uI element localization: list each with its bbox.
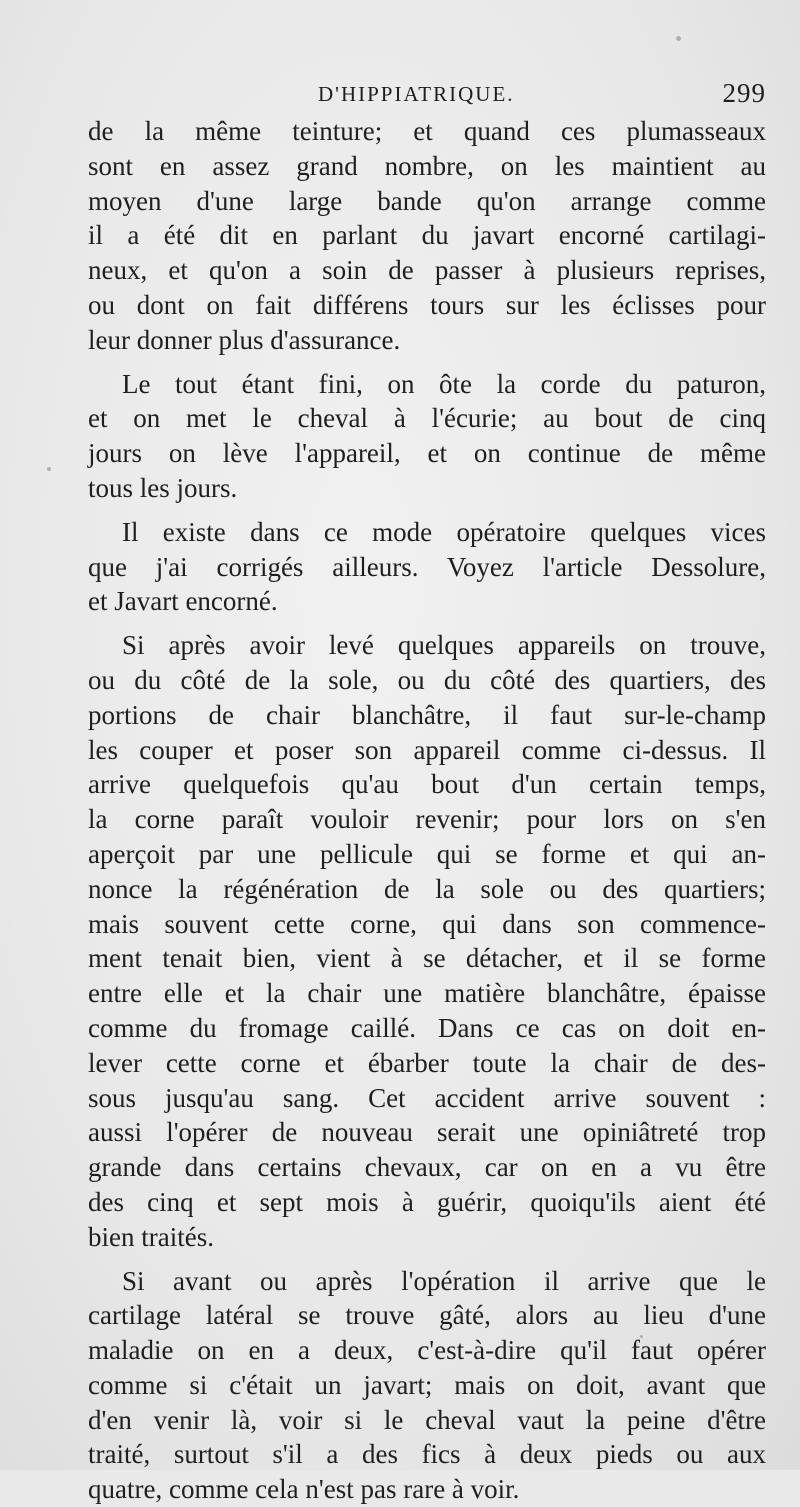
body-text	[88, 114, 766, 1507]
text-line: neux, et qu'on a soin de passer à plusieurs reprises,	[88, 253, 766, 288]
text-line: maladie on en a deux, c'est-à-dire qu'il faut opérer	[88, 1333, 766, 1368]
text-line: les couper et poser son appareil comme ci-dessus. Il	[88, 733, 766, 768]
text-line: sous jusqu'au sang. Cet accident arrive souvent :	[88, 1081, 766, 1116]
paragraph-3	[88, 515, 766, 619]
text-line: grande dans certains chevaux, car on en a vu être	[88, 1150, 766, 1185]
text-line: mais souvent cette corne, qui dans son commence-	[88, 907, 766, 942]
text-line: et Javart encorné.	[88, 584, 766, 619]
text-line: et on met le cheval à l'écurie; au bout de cinq	[88, 401, 766, 436]
text-line: quatre, comme cela n'est pas rare à voir.	[88, 1472, 766, 1507]
text-line: Si après avoir levé quelques appareils on trouve,	[88, 628, 766, 663]
text-line: des cinq et sept mois à guérir, quoiqu'ils aient été	[88, 1185, 766, 1220]
text-line: moyen d'une large bande qu'on arrange comme	[88, 184, 766, 219]
text-line: cartilage latéral se trouve gâté, alors au lieu d'une	[88, 1298, 766, 1333]
text-line: traité, surtout s'il a des fics à deux pieds ou aux	[88, 1437, 766, 1472]
running-head	[0, 78, 800, 114]
text-line: que j'ai corrigés ailleurs. Voyez l'article Dessolure,	[88, 550, 766, 585]
text-line: sont en assez grand nombre, on les maintient au	[88, 149, 766, 184]
text-line: d'en venir là, voir si le cheval vaut la peine d'être	[88, 1403, 766, 1438]
text-line: entre elle et la chair une matière blanchâtre, épaisse	[88, 976, 766, 1011]
text-line: il a été dit en parlant du javart encorné cartilagi-	[88, 218, 766, 253]
running-title: D'HIPPIATRIQUE.	[318, 82, 515, 107]
text-line: leur donner plus d'assurance.	[88, 323, 766, 358]
text-line: aussi l'opérer de nouveau serait une opiniâtreté trop	[88, 1115, 766, 1150]
text-line: comme si c'était un javart; mais on doit, avant que	[88, 1368, 766, 1403]
text-line: de la même teinture; et quand ces plumasseaux	[88, 114, 766, 149]
paragraph-4	[88, 628, 766, 1254]
text-line: lever cette corne et ébarber toute la chair de des-	[88, 1046, 766, 1081]
paragraph-2	[88, 367, 766, 506]
page-number: 299	[723, 78, 767, 109]
text-line: jours on lève l'appareil, et on continue de même	[88, 436, 766, 471]
text-line: comme du fromage caillé. Dans ce cas on doit en-	[88, 1011, 766, 1046]
paragraph-5	[88, 1264, 766, 1507]
text-line: nonce la régénération de la sole ou des quartiers;	[88, 872, 766, 907]
text-line: Le tout étant fini, on ôte la corde du paturon,	[88, 367, 766, 402]
paper-speck	[47, 467, 51, 471]
text-line: aperçoit par une pellicule qui se forme et qui an-	[88, 837, 766, 872]
paragraph-1	[88, 114, 766, 358]
text-line: arrive quelquefois qu'au bout d'un certain temps,	[88, 767, 766, 802]
text-line: Si avant ou après l'opération il arrive que le	[88, 1264, 766, 1299]
text-line: tous les jours.	[88, 471, 766, 506]
text-line: ou du côté de la sole, ou du côté des quartiers, des	[88, 663, 766, 698]
text-line: portions de chair blanchâtre, il faut sur-le-champ	[88, 698, 766, 733]
text-line: bien traités.	[88, 1220, 766, 1255]
text-line: ou dont on fait différens tours sur les éclisses pour	[88, 288, 766, 323]
paper-speck	[676, 36, 681, 41]
text-line: ment tenait bien, vient à se détacher, et il se forme	[88, 941, 766, 976]
text-line: Il existe dans ce mode opératoire quelques vices	[88, 515, 766, 550]
text-line: la corne paraît vouloir revenir; pour lors on s'en	[88, 802, 766, 837]
